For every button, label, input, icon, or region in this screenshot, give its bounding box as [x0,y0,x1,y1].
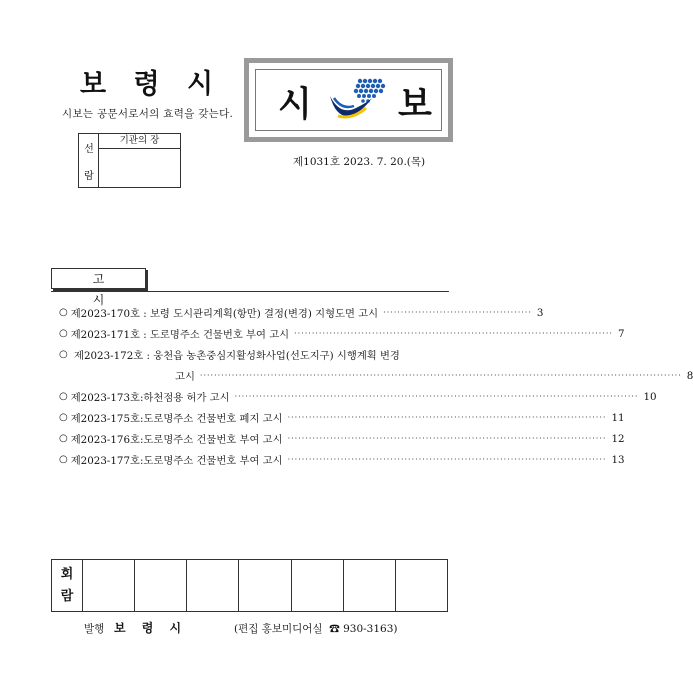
logo-char-left: 시 [278,85,312,125]
toc-item[interactable] [59,428,625,449]
toc-bullet: ○ [59,328,68,339]
toc-leader: ·········································· [383,308,532,317]
toc-leader: ·························································································· [287,455,607,464]
section-title-notice: 고 시 [51,268,146,289]
section-divider [51,291,449,292]
signature-cell[interactable] [83,560,135,612]
toc-item[interactable] [59,386,657,407]
signature-cell[interactable] [395,560,447,612]
toc-page: 8 [686,369,693,382]
toc-page: 11 [611,411,625,424]
review-label-bottom: 람 [84,171,94,182]
review-label-cell [79,134,99,187]
toc-title: 제2023-175호:도로명주소 건물번호 폐지 고시 [70,413,283,425]
toc-leader: ·························································································· [294,329,613,338]
toc-page: 3 [536,306,544,319]
toc-leader: ·················································································································· [234,392,639,401]
toc-title: 제2023-173호:하천점용 허가 고시 [70,392,230,404]
logo-char-right: 보 [398,85,432,125]
toc-page: 7 [617,327,625,340]
sibo-logo [255,69,442,131]
toc-page: 13 [611,453,625,466]
circulation-label-top: 회 [60,566,74,582]
toc-item[interactable] [59,302,544,323]
toc-item[interactable] [59,323,625,344]
toc-title: 제2023-176호:도로명주소 건물번호 부여 고시 [70,434,283,446]
circulation-table [51,559,448,612]
toc-bullet: ○ [59,349,68,360]
review-header: 기관의 장 [99,134,180,149]
toc-leader: ·························································································· [287,434,607,443]
toc-title-cont: 고시 [175,371,195,383]
legal-notice: 시보는 공문서로서의 효력을 갖는다. [62,108,234,120]
toc-item-continuation[interactable] [59,365,693,386]
signature-cell[interactable] [291,560,343,612]
toc-item[interactable] [59,407,625,428]
toc-page: 10 [643,390,657,403]
table-of-contents [59,302,693,470]
review-label-top: 선 [84,144,94,155]
toc-page: 12 [611,432,625,445]
circulation-label [52,560,83,612]
city-title: 보 령 시 [80,69,223,100]
toc-bullet: ○ [59,433,68,444]
editor-contact: (편집 홍보미디어실 ☎ 930-3163) [234,623,398,635]
toc-bullet: ○ [59,454,68,465]
toc-title: 제2023-170호 : 보령 도시관리계획(항만) 결정(변경) 지형도면 고시 [70,308,379,320]
publisher-name: 보 령 시 [114,621,188,635]
signature-cell[interactable] [343,560,395,612]
toc-title: 제2023-172호 : 웅천읍 농촌중심지활성화사업(선도지구) 시행계획 변경 [74,350,400,362]
toc-title: 제2023-177호:도로명주소 건물번호 부여 고시 [70,455,283,467]
signature-cell[interactable] [239,560,291,612]
review-box [78,133,181,188]
toc-bullet: ○ [59,307,68,318]
toc-title: 제2023-171호 : 도로명주소 건물번호 부여 고시 [70,329,290,341]
circulation-label-bottom: 람 [60,588,74,604]
signature-cell[interactable] [135,560,187,612]
toc-bullet: ○ [59,391,68,402]
toc-item[interactable] [59,449,625,470]
signature-cell[interactable] [187,560,239,612]
sibo-logo-frame [244,58,453,142]
publisher-label: 발행 [84,623,105,635]
boryeong-emblem-icon [328,76,390,122]
toc-leader: ········································································································································ [199,371,682,380]
issue-info: 제1031호 2023. 7. 20.(목) [293,156,426,168]
toc-bullet: ○ [59,412,68,423]
toc-item[interactable] [59,344,447,365]
toc-leader: ·························································································· [287,413,607,422]
